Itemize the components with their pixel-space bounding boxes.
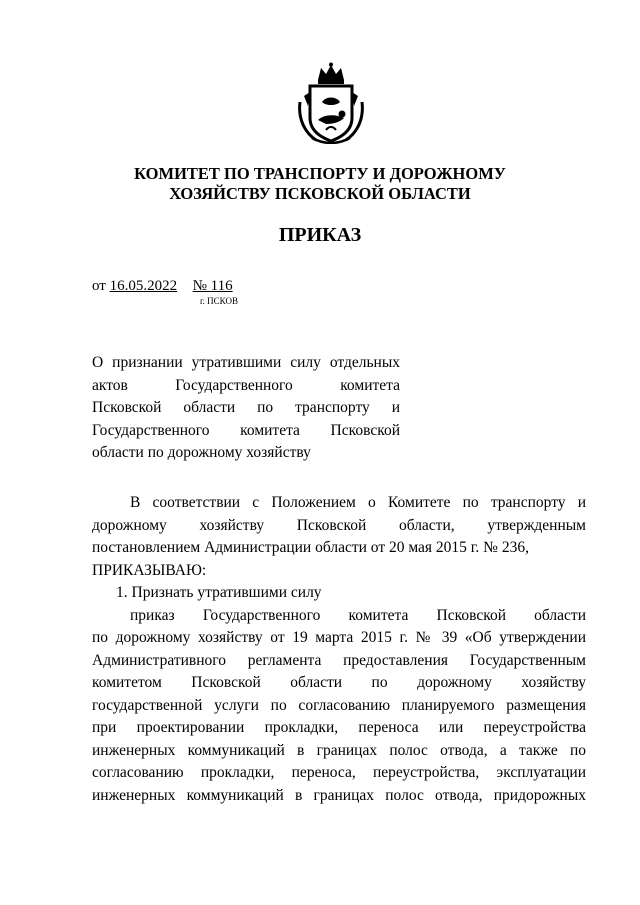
order-body [92, 492, 586, 807]
organization-name [0, 164, 640, 204]
document-type-title: ПРИКАЗ [278, 224, 362, 246]
subject-line: актов Государственного комитета [92, 376, 400, 394]
order-number: 116 [210, 278, 233, 294]
body-line: инженерных коммуникаций в границах полос отвода, а также по [92, 741, 586, 759]
body-line: согласованию прокладки, переноса, переустройства, эксплуатации [92, 764, 586, 781]
city-label: г. ПСКОВ [200, 296, 238, 306]
order-date-number [92, 278, 233, 294]
date-prefix: от [92, 278, 106, 294]
body-line: дорожному хозяйству Псковской области, утвержденным [92, 516, 586, 534]
body-line: государственной услуги по согласованию планируемого размещения [92, 696, 586, 714]
body-line: приказ Государственного комитета Псковской области [130, 606, 586, 624]
body-line: комитетом Псковской области по дорожному хозяйству [92, 674, 586, 691]
body-line: постановлением Администрации области от 20 мая 2015 г. № 236, [92, 539, 529, 556]
subject-line: Псковской области по транспорту и [92, 399, 400, 416]
order-number-field [193, 278, 233, 294]
coat-of-arms-icon [296, 62, 366, 144]
order-date: 16.05.2022 [109, 278, 178, 294]
subject-line: области по дорожному хозяйству [92, 444, 311, 461]
body-line: при проектировании прокладки, переноса или переустройства [92, 719, 586, 736]
body-line: по дорожному хозяйству от 19 марта 2015 г. № 39 «Об утверждении [92, 629, 586, 646]
body-line: В соответствии с Положением о Комитете по транспорту и [130, 494, 586, 511]
number-prefix: № [192, 278, 207, 294]
organization-name-line1: КОМИТЕТ ПО ТРАНСПОРТУ И ДОРОЖНОМУ [134, 164, 506, 183]
body-line: 1. Признать утратившими силу [116, 584, 322, 601]
subject-line: Государственного комитета Псковской [92, 421, 400, 439]
subject-line: О признании утратившими силу отдельных [92, 354, 400, 371]
order-subject [92, 352, 400, 465]
organization-name-line2: ХОЗЯЙСТВУ ПСКОВСКОЙ ОБЛАСТИ [169, 184, 471, 203]
body-line: инженерных коммуникаций в границах полос отвода, придорожных [92, 786, 586, 804]
body-line: Административного регламента предоставления Государственным [92, 651, 586, 669]
body-line: ПРИКАЗЫВАЮ: [92, 561, 207, 579]
